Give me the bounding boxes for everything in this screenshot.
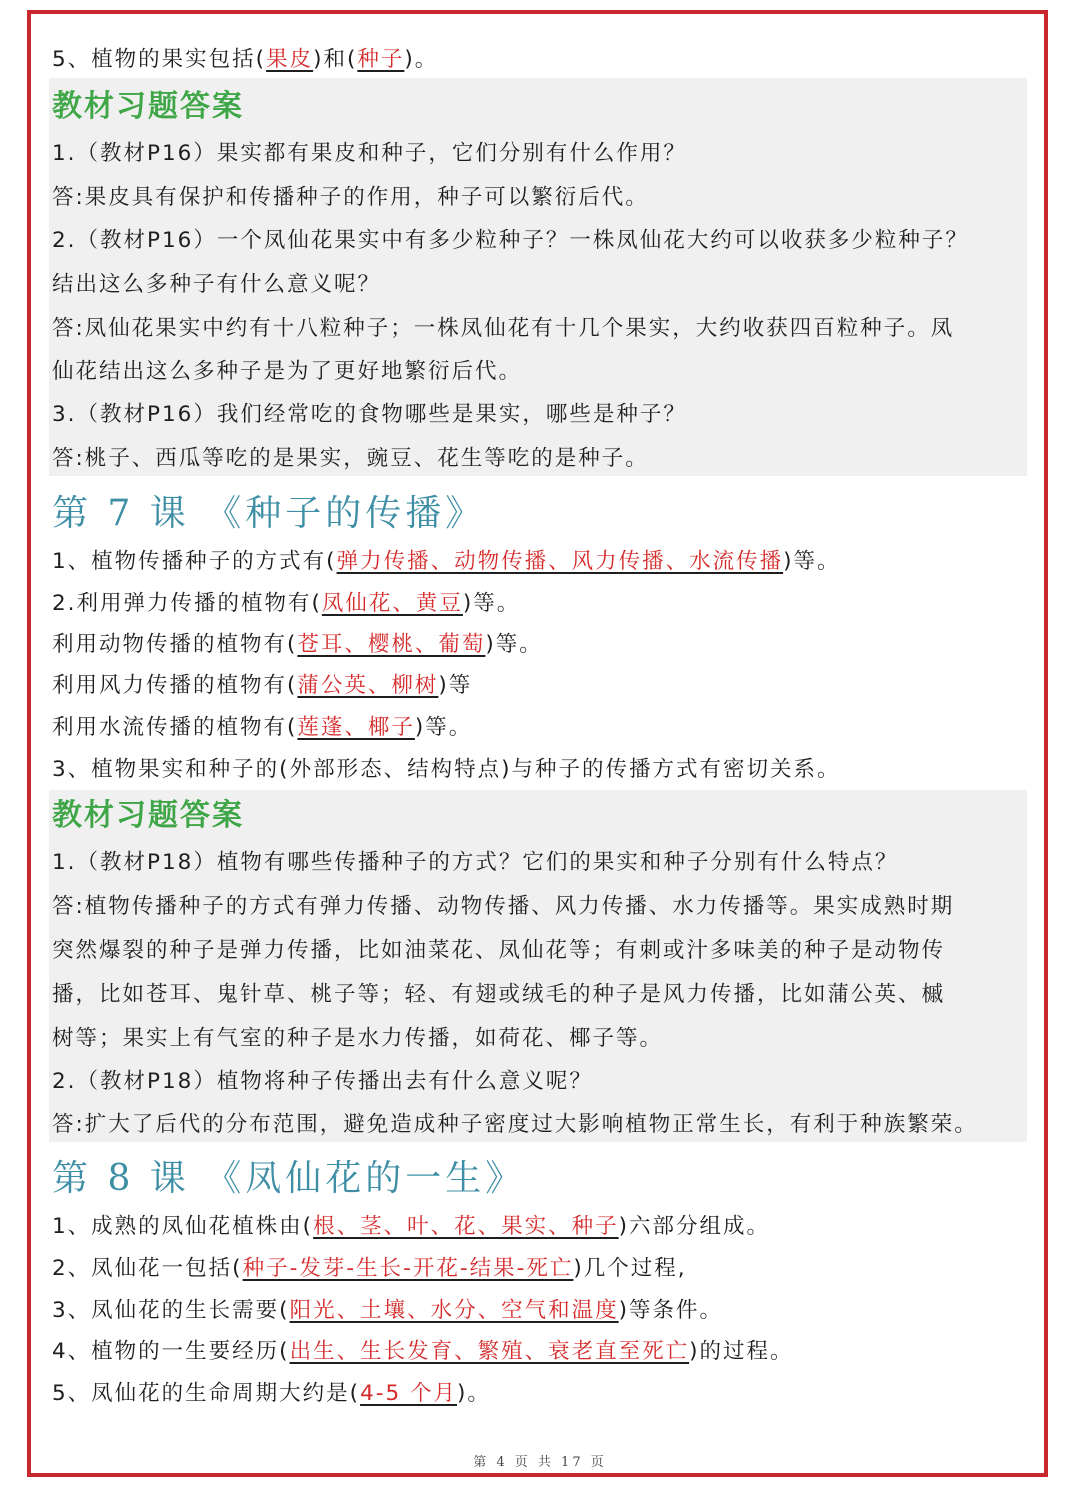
answer-text: 果皮	[266, 47, 314, 72]
answer-text: 凤仙花、黄豆	[321, 591, 463, 616]
fill-blank-item: 1、成熟的凤仙花植株由(根、茎、叶、花、果实、种子)六部分组成。	[52, 1214, 770, 1239]
section-heading: 教材习题答案	[52, 798, 244, 833]
page-number: 第 4 页 共 17 页	[473, 1455, 607, 1470]
fill-blank-item: 1、植物传播种子的方式有(弹力传播、动物传播、风力传播、水流传播)等。	[52, 549, 841, 574]
answer-text: 答:凤仙花果实中约有十八粒种子；一株凤仙花有十几个果实，大约收获四百粒种子。凤	[52, 316, 955, 341]
fill-blank-item: 5、凤仙花的生命周期大约是(4-5 个月)。	[52, 1381, 491, 1406]
fill-blank-item: 2、凤仙花一包括(种子-发芽-生长-开花-结果-死亡)几个过程,	[52, 1256, 687, 1281]
lesson-title: 第 8 课 《凤仙花的一生》	[52, 1158, 526, 1199]
fill-blank-item: 5、植物的果实包括(果皮)和(种子)。	[52, 47, 439, 72]
question-text: 1.（教材P16）果实都有果皮和种子，它们分别有什么作用？	[52, 141, 687, 166]
lesson-title: 第 7 课 《种子的传播》	[52, 493, 486, 534]
list-item: 3、植物果实和种子的(外部形态、结构特点)与种子的传播方式有密切关系。	[52, 757, 841, 782]
fill-blank-item: 3、凤仙花的生长需要(阳光、土壤、水分、空气和温度)等条件。	[52, 1298, 723, 1323]
fill-blank-item: 利用动物传播的植物有(苍耳、樱桃、葡萄)等。	[52, 632, 543, 657]
question-text: 1.（教材P18）植物有哪些传播种子的方式？它们的果实和种子分别有什么特点？	[52, 850, 899, 875]
answer-text: 播，比如苍耳、鬼针草、桃子等；轻、有翅或绒毛的种子是风力传播，比如蒲公英、槭	[52, 982, 946, 1007]
answer-text: 仙花结出这么多种子是为了更好地繁衍后代。	[52, 359, 523, 384]
fill-blank-item: 2.利用弹力传播的植物有(凤仙花、黄豆)等。	[52, 591, 521, 616]
answer-text: 弹力传播、动物传播、风力传播、水流传播	[336, 549, 784, 574]
answer-text: 树等；果实上有气室的种子是水力传播，如荷花、椰子等。	[52, 1026, 664, 1051]
answer-text: 出生、生长发育、繁殖、衰老直至死亡	[289, 1339, 690, 1364]
answer-text: 种子-发芽-生长-开花-结果-死亡	[242, 1256, 574, 1281]
fill-blank-item: 利用水流传播的植物有(莲蓬、椰子)等。	[52, 715, 473, 740]
fill-blank-item: 4、植物的一生要经历(出生、生长发育、繁殖、衰老直至死亡)的过程。	[52, 1339, 794, 1364]
answer-text: 种子	[357, 47, 405, 72]
question-text: 2.（教材P16）一个凤仙花果实中有多少粒种子？一株凤仙花大约可以收获多少粒种子？	[52, 228, 969, 253]
answer-text: 突然爆裂的种子是弹力传播，比如油菜花、凤仙花等；有刺或汁多味美的种子是动物传	[52, 938, 946, 963]
question-text: 结出这么多种子有什么意义呢？	[52, 272, 382, 297]
answer-text: 答:植物传播种子的方式有弹力传播、动物传播、风力传播、水力传播等。果实成熟时期	[52, 894, 955, 919]
answer-text: 4-5 个月	[360, 1381, 458, 1406]
answer-text: 根、茎、叶、花、果实、种子	[313, 1214, 619, 1239]
answer-text: 阳光、土壤、水分、空气和温度	[289, 1298, 619, 1323]
question-text: 2.（教材P18）植物将种子传播出去有什么意义呢？	[52, 1069, 593, 1094]
question-text: 3.（教材P16）我们经常吃的食物哪些是果实，哪些是种子？	[52, 402, 687, 427]
answer-text: 苍耳、樱桃、葡萄	[297, 632, 486, 657]
answer-text: 答:果皮具有保护和传播种子的作用，种子可以繁衍后代。	[52, 185, 649, 210]
section-heading: 教材习题答案	[52, 89, 244, 124]
answer-text: 答:扩大了后代的分布范围，避免造成种子密度过大影响植物正常生长，有利于种族繁荣。	[52, 1112, 978, 1137]
fill-blank-item: 利用风力传播的植物有(蒲公英、柳树)等	[52, 673, 473, 698]
answer-text: 蒲公英、柳树	[297, 673, 439, 698]
answer-text: 莲蓬、椰子	[297, 715, 415, 740]
answer-text: 答:桃子、西瓜等吃的是果实，豌豆、花生等吃的是种子。	[52, 446, 649, 471]
